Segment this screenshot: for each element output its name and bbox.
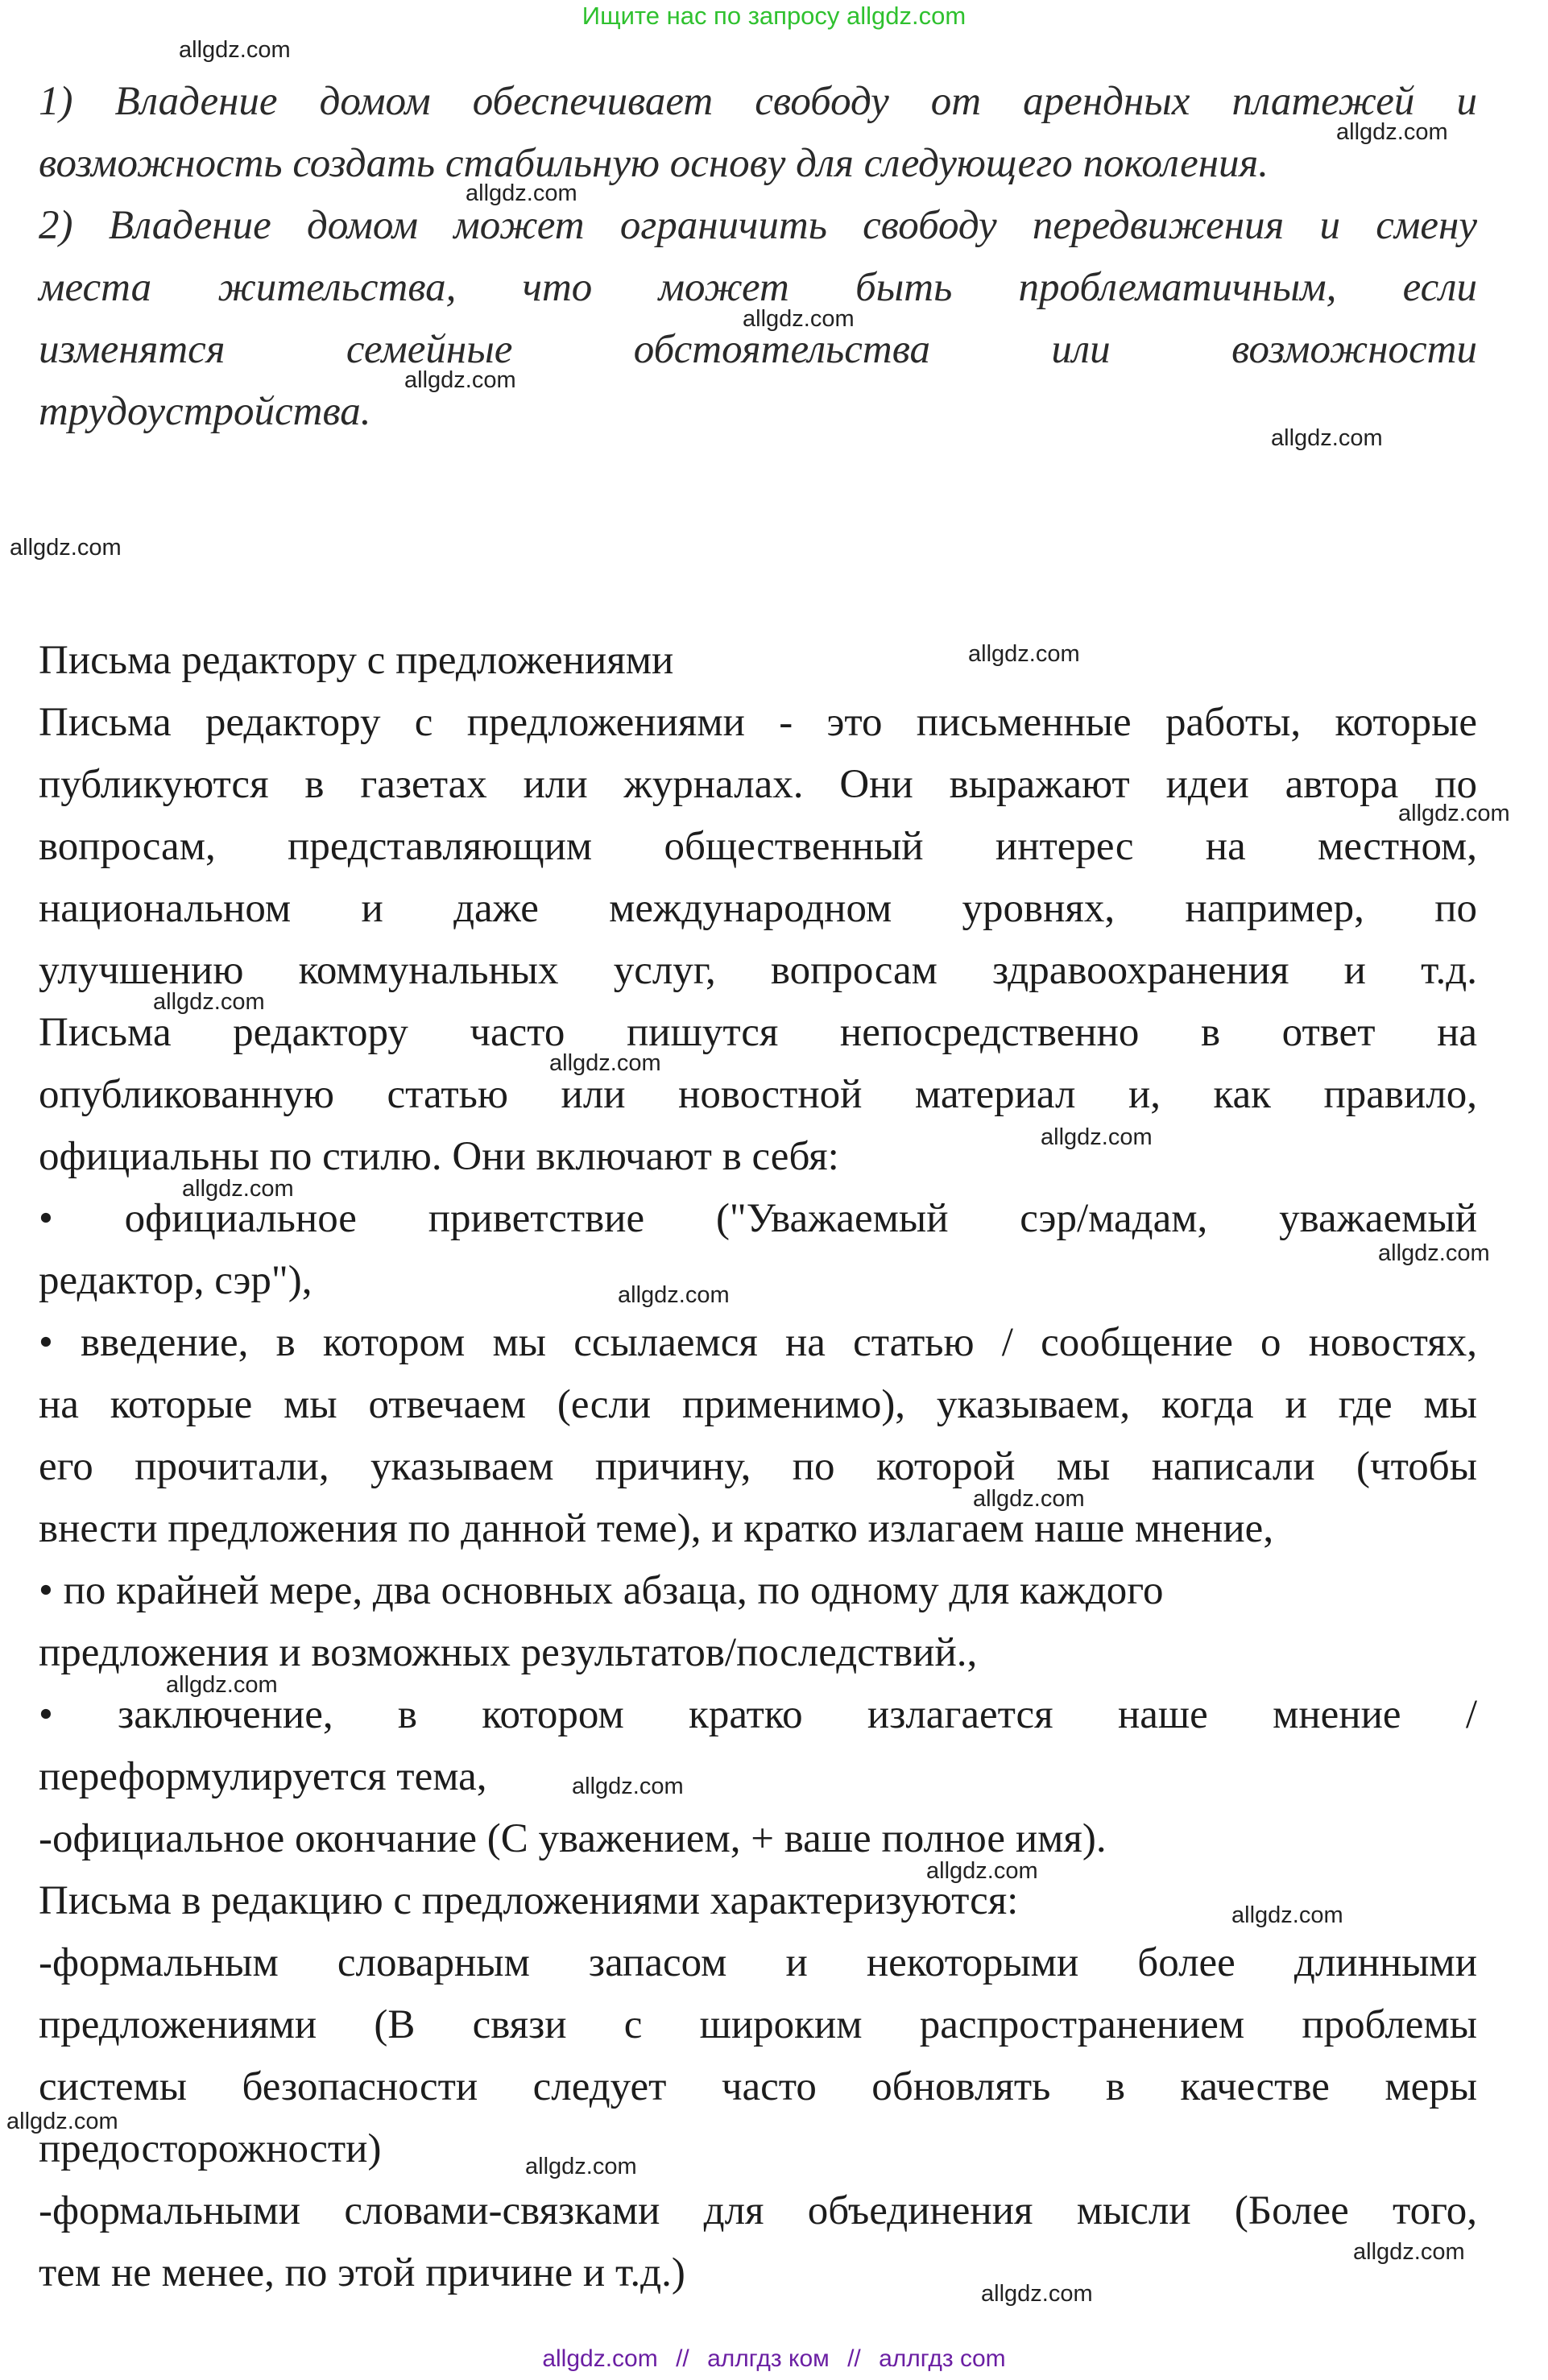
bullet-line: • введение, в котором мы ссылаемся на статью / сообщение о новостях,: [39, 1320, 1477, 1365]
bullet-line: переформулируется тема,: [39, 1754, 487, 1799]
footer-link[interactable]: аллгдз ком: [707, 2345, 830, 2372]
watermark-text: allgdz.com: [153, 989, 265, 1015]
body-line: системы безопасности следует часто обновлять в качестве меры: [39, 2064, 1477, 2109]
body-line: -формальными словами-связками для объединения мысли (Более того,: [39, 2188, 1477, 2233]
body-line: опубликованную статью или новостной материал и, как правило,: [39, 1072, 1477, 1117]
watermark-text: allgdz.com: [618, 1282, 730, 1308]
watermark-text: allgdz.com: [1336, 119, 1448, 145]
body-line: вопросам, представляющим общественный интерес на местном,: [39, 824, 1477, 869]
answer-line: 1) Владение домом обеспечивает свободу от арендных платежей и: [39, 79, 1477, 124]
body-line: Письма редактору часто пишутся непосредственно в ответ на: [39, 1010, 1477, 1055]
watermark-text: allgdz.com: [743, 306, 855, 332]
watermark-text: allgdz.com: [973, 1486, 1085, 1512]
watermark-text: allgdz.com: [10, 535, 122, 561]
answer-line: места жительства, что может быть проблематичным, если: [39, 265, 1477, 310]
body-line: тем не менее, по этой причине и т.д.): [39, 2250, 685, 2295]
watermark-text: allgdz.com: [6, 2109, 118, 2134]
footer-links: [0, 2345, 1548, 2373]
body-line: публикуются в газетах или журналах. Они выражают идеи автора по: [39, 762, 1477, 807]
bullet-line: • официальное приветствие ("Уважаемый сэр/мадам, уважаемый: [39, 1196, 1477, 1241]
watermark-text: allgdz.com: [404, 367, 516, 393]
body-line: -официальное окончание (С уважением, + ваше полное имя).: [39, 1816, 1107, 1861]
answer-line: 2) Владение домом может ограничить свободу передвижения и смену: [39, 203, 1477, 248]
answer-line: возможность создать стабильную основу для следующего поколения.: [39, 141, 1269, 186]
body-line: национальном и даже международном уровнях, например, по: [39, 886, 1477, 931]
watermark-text: allgdz.com: [166, 1672, 278, 1698]
bullet-line: • по крайней мере, два основных абзаца, по одному для каждого: [39, 1568, 1164, 1613]
body-line: официальны по стилю. Они включают в себя:: [39, 1134, 839, 1179]
watermark-text: allgdz.com: [182, 1176, 294, 1202]
footer-separator: //: [676, 2345, 689, 2372]
watermark-text: allgdz.com: [1398, 801, 1510, 826]
watermark-text: allgdz.com: [968, 641, 1080, 667]
bullet-line: на которые мы отвечаем (если применимо), указываем, когда и где мы: [39, 1382, 1477, 1427]
body-line: предложениями (В связи с широким распространением проблемы: [39, 2002, 1477, 2047]
watermark-text: allgdz.com: [1378, 1240, 1490, 1266]
bullet-line: • заключение, в котором кратко излагается наше мнение /: [39, 1692, 1477, 1737]
bullet-line: его прочитали, указываем причину, по которой мы написали (чтобы: [39, 1444, 1477, 1489]
watermark-text: allgdz.com: [1231, 1902, 1343, 1928]
body-line: Письма в редакцию с предложениями характеризуются:: [39, 1878, 1019, 1923]
header-search-link[interactable]: Ищите нас по запросу allgdz.com: [582, 2, 966, 30]
answer-line: изменятся семейные обстоятельства или возможности: [39, 327, 1477, 372]
watermark-text: allgdz.com: [1041, 1124, 1153, 1150]
footer-link[interactable]: allgdz.com: [542, 2345, 658, 2372]
footer-separator: //: [847, 2345, 861, 2372]
watermark-text: allgdz.com: [179, 37, 291, 63]
body-line: Письма редактору с предложениями - это письменные работы, которые: [39, 700, 1477, 745]
bullet-line: предложения и возможных результатов/последствий.,: [39, 1630, 978, 1675]
watermark-text: allgdz.com: [572, 1774, 684, 1799]
section-title: Письма редактору с предложениями: [39, 638, 674, 683]
watermark-text: allgdz.com: [981, 2281, 1093, 2307]
watermark-text: allgdz.com: [1271, 425, 1383, 451]
watermark-text: allgdz.com: [1353, 2239, 1465, 2265]
footer-link[interactable]: аллгдз com: [879, 2345, 1006, 2372]
bullet-line: редактор, сэр"),: [39, 1258, 312, 1303]
body-line: предосторожности): [39, 2126, 382, 2171]
watermark-text: allgdz.com: [549, 1050, 661, 1076]
watermark-text: allgdz.com: [525, 2154, 637, 2179]
answer-line: трудоустройства.: [39, 389, 371, 434]
bullet-line: внести предложения по данной теме), и кратко излагаем наше мнение,: [39, 1506, 1274, 1551]
body-line: -формальным словарным запасом и некоторыми более длинными: [39, 1940, 1477, 1985]
watermark-text: allgdz.com: [466, 180, 577, 206]
body-line: улучшению коммунальных услуг, вопросам здравоохранения и т.д.: [39, 948, 1477, 993]
watermark-text: allgdz.com: [926, 1858, 1038, 1884]
